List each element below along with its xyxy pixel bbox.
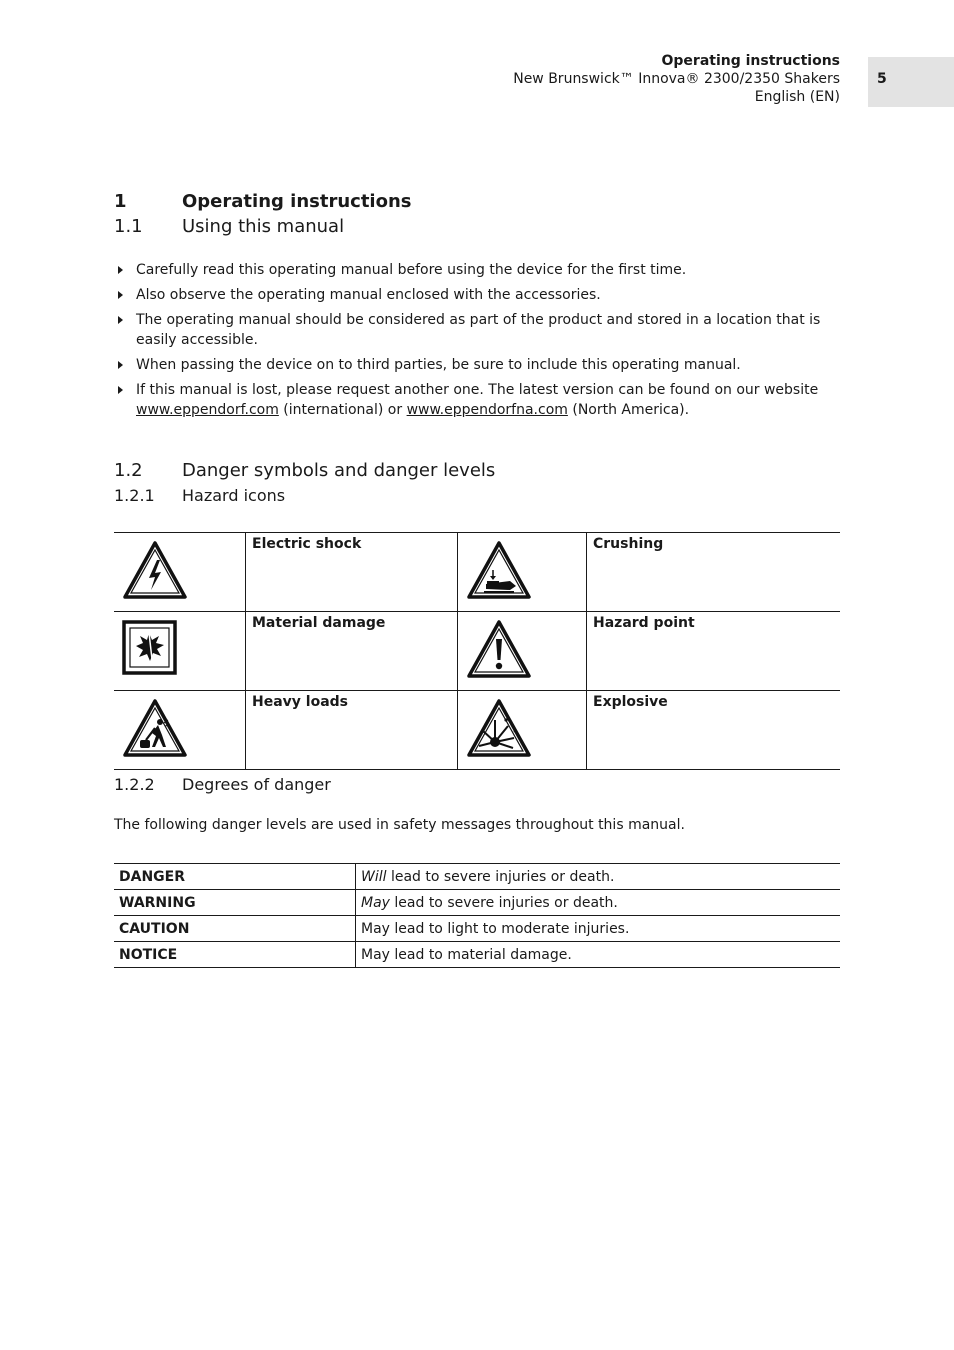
- danger-level-description: May lead to material damage.: [356, 942, 841, 968]
- danger-level-name: DANGER: [114, 864, 356, 890]
- explosive-icon: [466, 698, 532, 758]
- hazard-label: Hazard point: [587, 612, 841, 691]
- danger-level-name: WARNING: [114, 890, 356, 916]
- bullet-arrow-icon: [118, 386, 123, 394]
- heading-number: 1: [114, 191, 127, 212]
- header-language: English (EN): [754, 89, 840, 105]
- heading-title: Operating instructions: [182, 191, 412, 212]
- hazard-point-icon: [466, 619, 532, 679]
- heading-number: 1.2: [114, 460, 143, 481]
- danger-level-description: May lead to severe injuries or death.: [356, 890, 841, 916]
- hazard-icon-cell: [114, 533, 246, 612]
- table-row: [114, 916, 840, 942]
- hazard-label: Material damage: [246, 612, 458, 691]
- heading-title: Degrees of danger: [182, 775, 331, 794]
- bullet-arrow-icon: [118, 316, 123, 324]
- danger-intro-text: The following danger levels are used in safety messages throughout this manual.: [114, 817, 685, 833]
- header-title: Operating instructions: [661, 53, 840, 69]
- bullet-arrow-icon: [118, 291, 123, 299]
- header-product: New Brunswick™ Innova® 2300/2350 Shakers: [513, 71, 840, 87]
- hazard-label: Explosive: [587, 691, 841, 770]
- list-item: The operating manual should be considered as part of the product and stored in a location that is easily accessible.: [114, 310, 840, 350]
- heading-title: Using this manual: [182, 216, 345, 237]
- bullet-arrow-icon: [118, 361, 123, 369]
- electric-shock-icon: [122, 540, 188, 600]
- crushing-icon: [466, 540, 532, 600]
- danger-level-name: CAUTION: [114, 916, 356, 942]
- table-row: [114, 942, 840, 968]
- hazard-icon-cell: [458, 691, 587, 770]
- eppendorf-link[interactable]: www.eppendorf.com: [136, 402, 279, 418]
- heading-number: 1.2.1: [114, 486, 155, 505]
- danger-level-name: NOTICE: [114, 942, 356, 968]
- page-header: [513, 52, 840, 106]
- hazard-icon-cell: [458, 533, 587, 612]
- table-row: [114, 612, 840, 691]
- hazard-icons-table: [114, 532, 840, 770]
- hazard-label: Heavy loads: [246, 691, 458, 770]
- page-number-box: [868, 57, 954, 107]
- heavy-loads-icon: [122, 698, 188, 758]
- page-number: 5: [877, 71, 887, 87]
- hazard-label: Crushing: [587, 533, 841, 612]
- bullet-arrow-icon: [118, 266, 123, 274]
- danger-level-description: May lead to light to moderate injuries.: [356, 916, 841, 942]
- hazard-icon-cell: [458, 612, 587, 691]
- danger-level-description: Will lead to severe injuries or death.: [356, 864, 841, 890]
- list-item: Also observe the operating manual enclosed with the accessories.: [114, 285, 840, 305]
- heading-number: 1.1: [114, 216, 143, 237]
- danger-levels-table: [114, 863, 840, 968]
- bullet-list: [114, 260, 840, 425]
- hazard-icon-cell: [114, 612, 246, 691]
- hazard-icon-cell: [114, 691, 246, 770]
- table-row: [114, 890, 840, 916]
- heading-number: 1.2.2: [114, 775, 155, 794]
- list-item: If this manual is lost, please request another one. The latest version can be found on our website www.eppendorf.com (international) or www.eppendorfna.com (North America).: [114, 380, 840, 420]
- heading-title: Danger symbols and danger levels: [182, 460, 496, 481]
- list-item: When passing the device on to third parties, be sure to include this operating manual.: [114, 355, 840, 375]
- heading-title: Hazard icons: [182, 486, 286, 505]
- table-row: [114, 864, 840, 890]
- eppendorfna-link[interactable]: www.eppendorfna.com: [406, 402, 568, 418]
- table-row: [114, 691, 840, 770]
- material-damage-icon: [122, 619, 188, 679]
- list-item: Carefully read this operating manual before using the device for the first time.: [114, 260, 840, 280]
- table-row: [114, 533, 840, 612]
- hazard-label: Electric shock: [246, 533, 458, 612]
